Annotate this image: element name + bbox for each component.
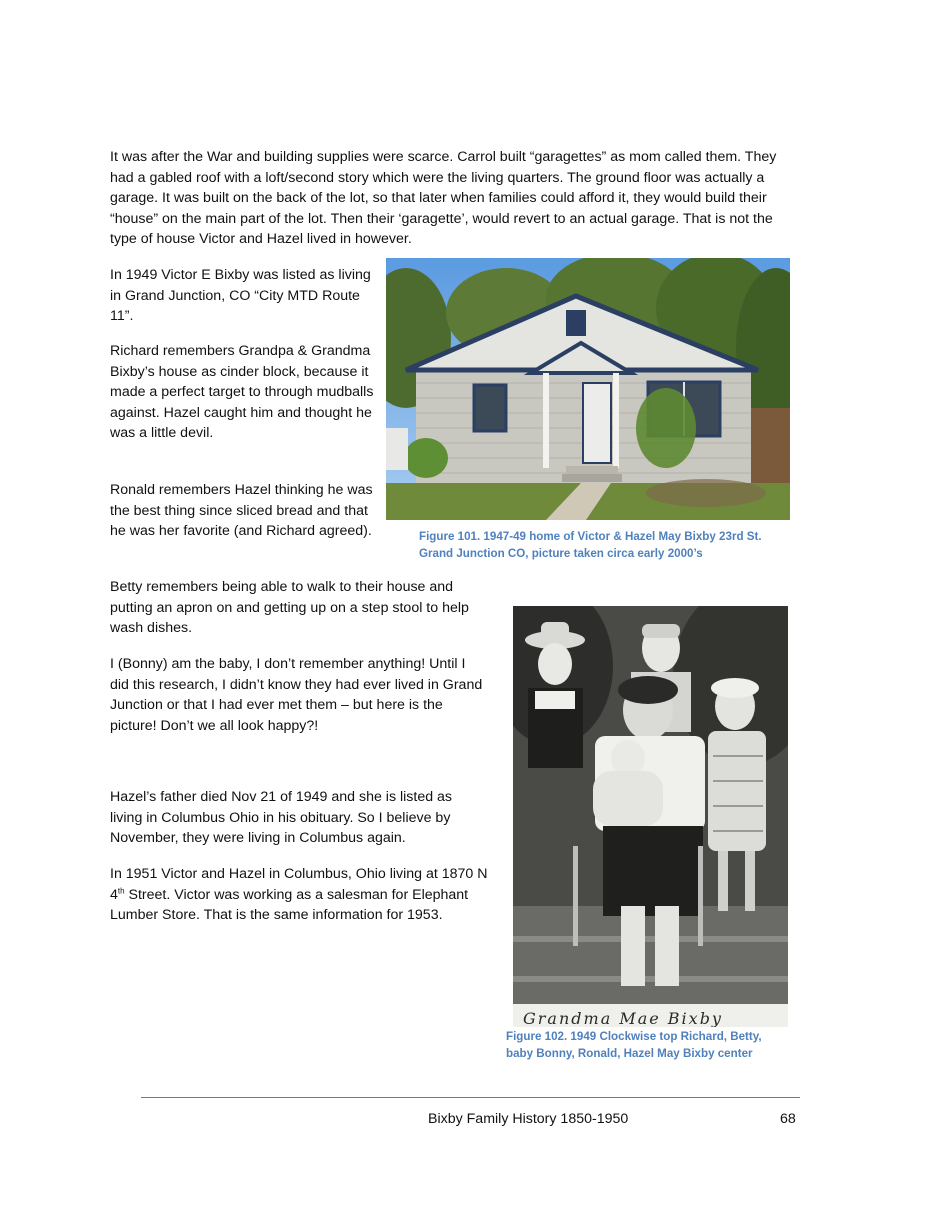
betty-text: Betty remembers being able to walk to their house and putting an apron on and getting up on a step stool to help wash dishes. <box>110 579 469 636</box>
figure-102-caption: Figure 102. 1949 Clockwise top Richard, Betty, baby Bonny, Ronald, Hazel May Bixby center <box>506 1030 762 1060</box>
columbus-text-b: Street. Victor was working as a salesman for Elephant Lumber Store. That is the same information for 1953. <box>110 886 469 923</box>
page-number: 68 <box>780 1111 796 1127</box>
figure-101-caption: Figure 101. 1947-49 home of Victor & Hazel May Bixby 23rd St. Grand Junction CO, picture taken circa early 2000’s <box>419 530 762 560</box>
paragraph-garagettes: It was after the War and building supplies were scarce. Carrol built “garagettes” as mom called them. They had a gabled roof with a loft/second story which were the living quarters. The ground floor was actually a garage. It was built on the back of the lot, so that later when families could afford it, they would build their “house” on the main part of the lot. Then their ‘garagette’, would revert to an actual garage. That is not the type of house Victor and Hazel lived in however. <box>110 149 777 247</box>
columbus-text-a: In 1951 Victor and Hazel in Columbus, Ohio living at 1870 N 4 <box>110 866 488 903</box>
paragraph-hazel-father: Hazel’s father died Nov 21 of 1949 and she is listed as living in Columbus Ohio in his obituary. So I believe by November, they were living in Columbus again. <box>110 789 453 846</box>
paragraph-richard-memory: Richard remembers Grandpa & Grandma Bixby’s house as cinder block, because it made a perfect target to through mudballs against. Hazel caught him and thought he was a little devil. <box>110 343 374 441</box>
house-photo <box>386 258 790 520</box>
paragraph-1949-listing: In 1949 Victor E Bixby was listed as living in Grand Junction, CO “City MTD Route 11”. <box>110 267 371 324</box>
paragraph-1951-columbus <box>110 864 488 926</box>
paragraph-ronald-memory: Ronald remembers Hazel thinking he was the best thing since sliced bread and that he was her favorite (and Richard agreed). <box>110 482 373 539</box>
footer-divider <box>141 1097 800 1098</box>
photo-handwriting: Grandma Mae Bixby <box>523 1009 723 1027</box>
footer-title: Bixby Family History 1850-1950 <box>428 1111 629 1127</box>
ordinal-suffix: th <box>117 885 125 895</box>
paragraph-betty-memory <box>110 577 488 639</box>
family-photo <box>513 606 788 1027</box>
paragraph-bonny-memory: I (Bonny) am the baby, I don’t remember anything! Until I did this research, I didn’t know they had ever lived in Grand Junction or that I had ever met them – but here is the picture! Don’t we all look happy?! <box>110 656 483 734</box>
